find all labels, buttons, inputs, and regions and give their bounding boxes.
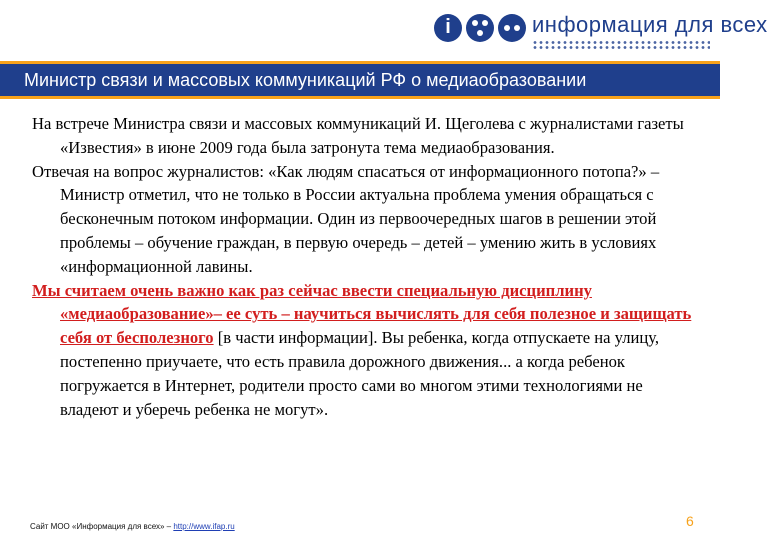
info-icon [434,14,462,42]
title-bar [0,61,720,99]
braille-pattern [532,40,710,50]
footer [30,522,235,531]
logo-text: информация для всех [532,12,768,37]
page-number: 6 [686,513,694,529]
logo [434,12,768,50]
footer-site-text: Сайт МОО «Информация для всех» – [30,522,174,531]
paragraph-2: Отвечая на вопрос журналистов: «Как людям спасаться от информационного потопа?» – Министр отметил, что не только в России актуальна проблема умения обращаться с бесконечным потоком информации. Один из первоочередных шагов в решении этой проблемы – обучение граждан, в первую очередь – детей – умению жить в условиях «информационной лавины. [32,161,660,276]
footer-site-link[interactable]: http://www.ifap.ru [173,522,235,531]
body-text [32,112,696,421]
paragraph-1: На встрече Министра связи и массовых коммуникаций И. Щеголева с журналистами газеты «Известия» в июне 2009 года была затронута тема медиаобразования. [32,114,684,157]
quote-continuation: [в части информации]. Вы ребенка, когда отпускаете на улицу, постепенно приучаете, что есть правила дорожного движения... а когда ребенок погружается в Интернет, родители просто сами во многом этими технологиями не владеют и уберечь ребенка не могут». [60,328,660,419]
paragraph-3 [32,279,696,422]
two-dots-icon [498,14,526,42]
dots-icon [466,14,494,42]
page-title: Министр связи и массовых коммуникаций РФ о медиаобразовании [24,70,587,90]
quote-emphasis: Мы считаем очень важно как раз сейчас ввести специальную дисциплину «медиаобразование»– ее суть – научиться вычислять для себя полезное и защищать себя от бесполезного [32,280,692,348]
